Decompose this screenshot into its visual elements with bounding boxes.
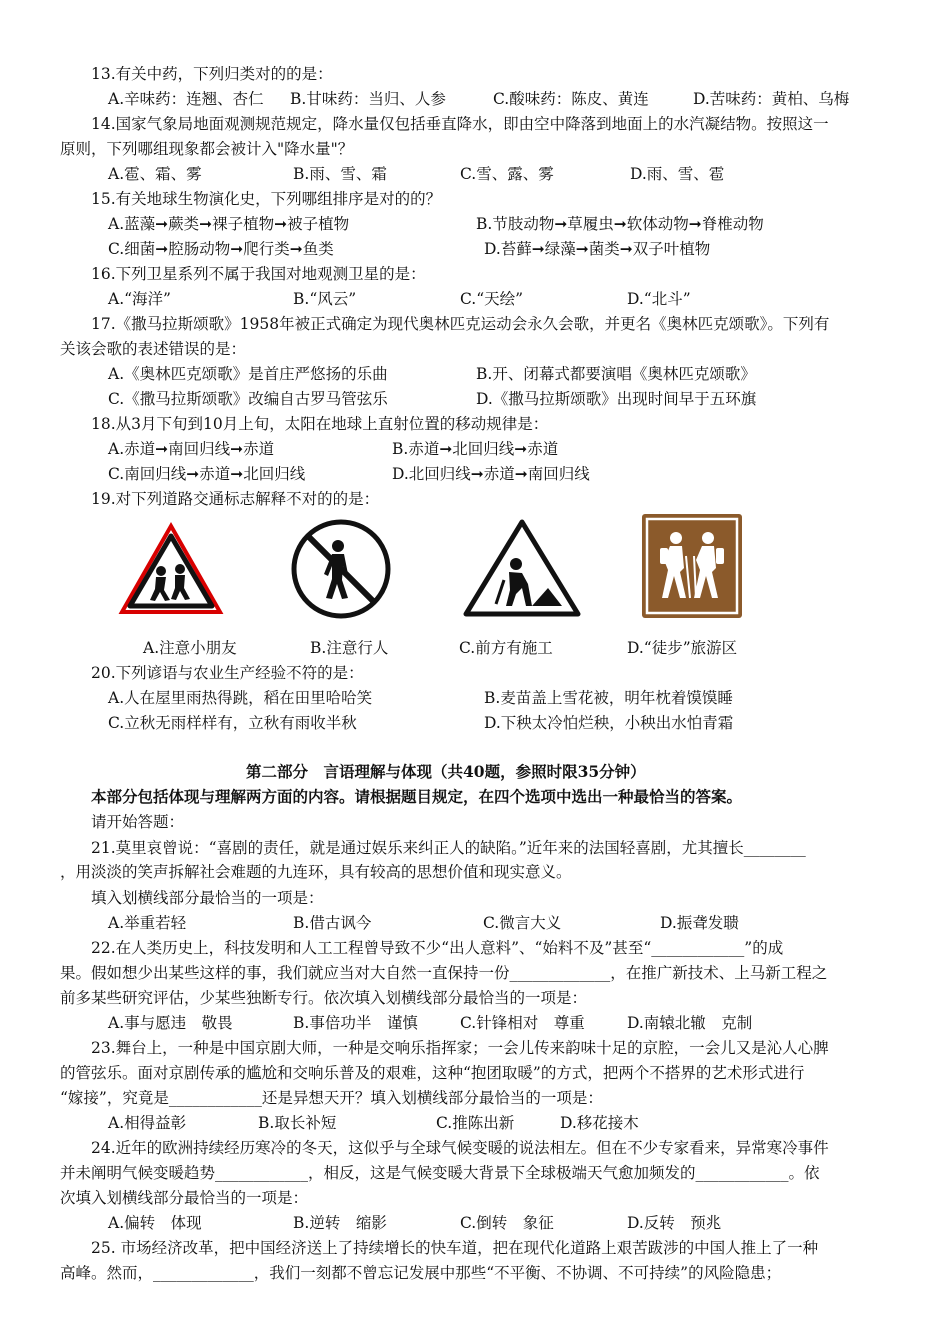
answer-option: B.雨、雪、霜 [293,165,387,183]
answer-option: D.北回归线➞赤道➞南回归线 [392,465,590,483]
question-text: 23.舞台上，一种是中国京剧大师，一种是交响乐指挥家；一会儿传来韵味十足的京腔，一会儿又是沁人心脾 [91,1039,829,1057]
question-text: 原则，下列哪组现象都会被计入"降水量"？ [60,140,354,158]
answer-option: B.取长补短 [258,1114,337,1132]
road-work-sign [462,518,582,618]
answer-option: C.酸味药：陈皮、黄连 [493,90,649,108]
answer-option: A.《奥林匹克颂歌》是首庄严悠扬的乐曲 [108,365,388,383]
question-text: 果。假如想少出某些这样的事，我们就应当对大自然一直保持一份_____________，在推广新技术、上马新工程之 [60,964,828,982]
answer-option: D.振聋发聩 [660,914,739,932]
answer-option: C.南回归线➞赤道➞北回归线 [108,465,306,483]
answer-option: D.苔藓➞绿藻➞菌类➞双子叶植物 [484,240,711,258]
answer-option: C.倒转 象征 [460,1214,554,1232]
answer-option: B.麦苗盖上雪花被，明年枕着馍馍睡 [484,689,733,707]
question-text: 填入划横线部分最恰当的一项是： [91,889,324,907]
answer-option: B.赤道➞北回归线➞赤道 [392,440,559,458]
answer-option: C.立秋无雨样样有，立秋有雨收半秋 [108,714,357,732]
answer-option: D.《撒马拉斯颂歌》出现时间早于五环旗 [476,390,757,408]
answer-option: D.南辕北辙 克制 [627,1014,753,1032]
answer-option: A.辛味药：连翘、杏仁 [108,90,264,108]
answer-option: B.开、闭幕式都要演唱《奥林匹克颂歌》 [476,365,756,383]
answer-option: B.甘味药：当归、人参 [290,90,446,108]
question-text: 关该会歌的表述错误的是： [60,340,247,358]
question-text: 14.国家气象局地面观测规范规定，降水量仅包括垂直降水，即由空中降落到地面上的水汽凝结物。按照这一 [91,115,829,133]
question-text: 22.在人类历史上，科技发明和人工工程曾导致不少“出人意料”、“始料不及”甚至“____________”的成 [91,939,784,957]
answer-option: A.人在屋里雨热得跳，稻在田里哈哈笑 [108,689,373,707]
answer-option: B.节肢动物➞草履虫➞软体动物➞脊椎动物 [476,215,764,233]
answer-option: A.雹、霜、雾 [108,165,202,183]
answer-option: A.相得益彰 [108,1114,187,1132]
question-text: 24.近年的欧洲持续经历寒冷的冬天，这似乎与全球气候变暖的说法相左。但在不少专家看来，异常寒冷事件 [91,1139,829,1157]
answer-option: C.前方有施工 [459,639,553,657]
question-text: 20.下列谚语与农业生产经验不符的是： [91,664,364,682]
question-text: 17.《撒马拉斯颂歌》1958年被正式确定为现代奥林匹克运动会永久会歌，并更名《奥林匹克颂歌》。下列有 [91,315,830,333]
answer-option: A.蓝藻➞蕨类➞裸子植物➞被子植物 [108,215,350,233]
section-heading: 第二部分 言语理解与体现（共40题，参照时限35分钟） [246,762,646,781]
answer-option: C.微言大义 [483,914,562,932]
question-text: 13.有关中药，下列归类对的的是： [91,65,333,83]
answer-option: B.逆转 缩影 [293,1214,387,1232]
question-text: 的管弦乐。面对京剧传承的尴尬和交响乐普及的艰难，这种“抱团取暖”的方式，把两个不搭界的艺术形式进行 [60,1064,805,1082]
answer-option: B.事倍功半 谨慎 [293,1014,418,1032]
answer-option: D.反转 预兆 [627,1214,722,1232]
answer-option: D.苦味药：黄柏、乌梅 [693,90,850,108]
answer-option: C.《撒马拉斯颂歌》改编自古罗马管弦乐 [108,390,388,408]
answer-option: A.注意小朋友 [143,639,237,657]
answer-option: D.雨、雪、雹 [630,165,725,183]
question-text: 并未阐明气候变暖趋势____________，相反，这是气候变暖大背景下全球极端天气愈加频发的____________。依 [60,1164,820,1182]
question-text: 15.有关地球生物演化史，下列哪组排序是对的的？ [91,190,442,208]
answer-option: D.“北斗” [627,290,691,308]
question-text: 次填入划横线部分最恰当的一项是： [60,1189,309,1207]
answer-option: B.“风云” [293,290,357,308]
question-text: 前多某些研究评估，少某些独断专行。依次填入划横线部分最恰当的一项是： [60,989,588,1007]
answer-option: D.下秧太冷怕烂秧，小秧出水怕青霜 [484,714,734,732]
no-pedestrians-sign [288,516,394,622]
answer-option: A.举重若轻 [108,914,187,932]
answer-option: C.推陈出新 [436,1114,515,1132]
question-text: “嫁接”，究竟是____________还是异想天开？填入划横线部分最恰当的一项是： [60,1089,603,1107]
answer-option: C.雪、露、雾 [460,165,554,183]
children-warning-sign [118,520,224,616]
question-text: 高峰。然而，_____________，我们一刻都不曾忘记发展中那些“不平衡、不协调、不可持续”的风险隐患； [60,1264,782,1282]
answer-option: A.偏转 体现 [108,1214,202,1232]
answer-option: A.事与愿违 敬畏 [108,1014,233,1032]
answer-option: A.“海洋” [108,290,171,308]
question-text: 19.对下列道路交通标志解释不对的的是： [91,490,380,508]
question-text: 21.莫里哀曾说：“喜剧的责任，就是通过娱乐来纠正人的缺陷。”近年来的法国轻喜剧，尤其擅长________ [91,839,806,857]
hiking-area-sign [640,512,744,620]
answer-option: C.“天绘” [460,290,524,308]
answer-option: C.细菌➞腔肠动物➞爬行类➞鱼类 [108,240,334,258]
answer-option: B.借古讽今 [293,914,372,932]
question-text: 16.下列卫星系列不属于我国对地观测卫星的是： [91,265,426,283]
section-heading: 本部分包括体现与理解两方面的内容。请根据题目规定，在四个选项中选出一种最恰当的答案。 [91,787,743,806]
answer-option: A.赤道➞南回归线➞赤道 [108,440,275,458]
question-text: 25. 市场经济改革，把中国经济送上了持续增长的快车道，把在现代化道路上艰苦跋涉的中国人推上了一种 [91,1239,819,1257]
answer-option: C.针锋相对 尊重 [460,1014,585,1032]
answer-option: B.注意行人 [310,639,389,657]
question-text: 18.从3月下旬到10月上旬，太阳在地球上直射位置的移动规律是： [91,415,549,433]
question-text: 请开始答题： [91,813,185,831]
question-text: ，用淡淡的笑声拆解社会难题的九连环，具有较高的思想价值和现实意义。 [60,863,572,881]
answer-option: D.“徒步”旅游区 [627,639,738,657]
answer-option: D.移花接木 [560,1114,639,1132]
